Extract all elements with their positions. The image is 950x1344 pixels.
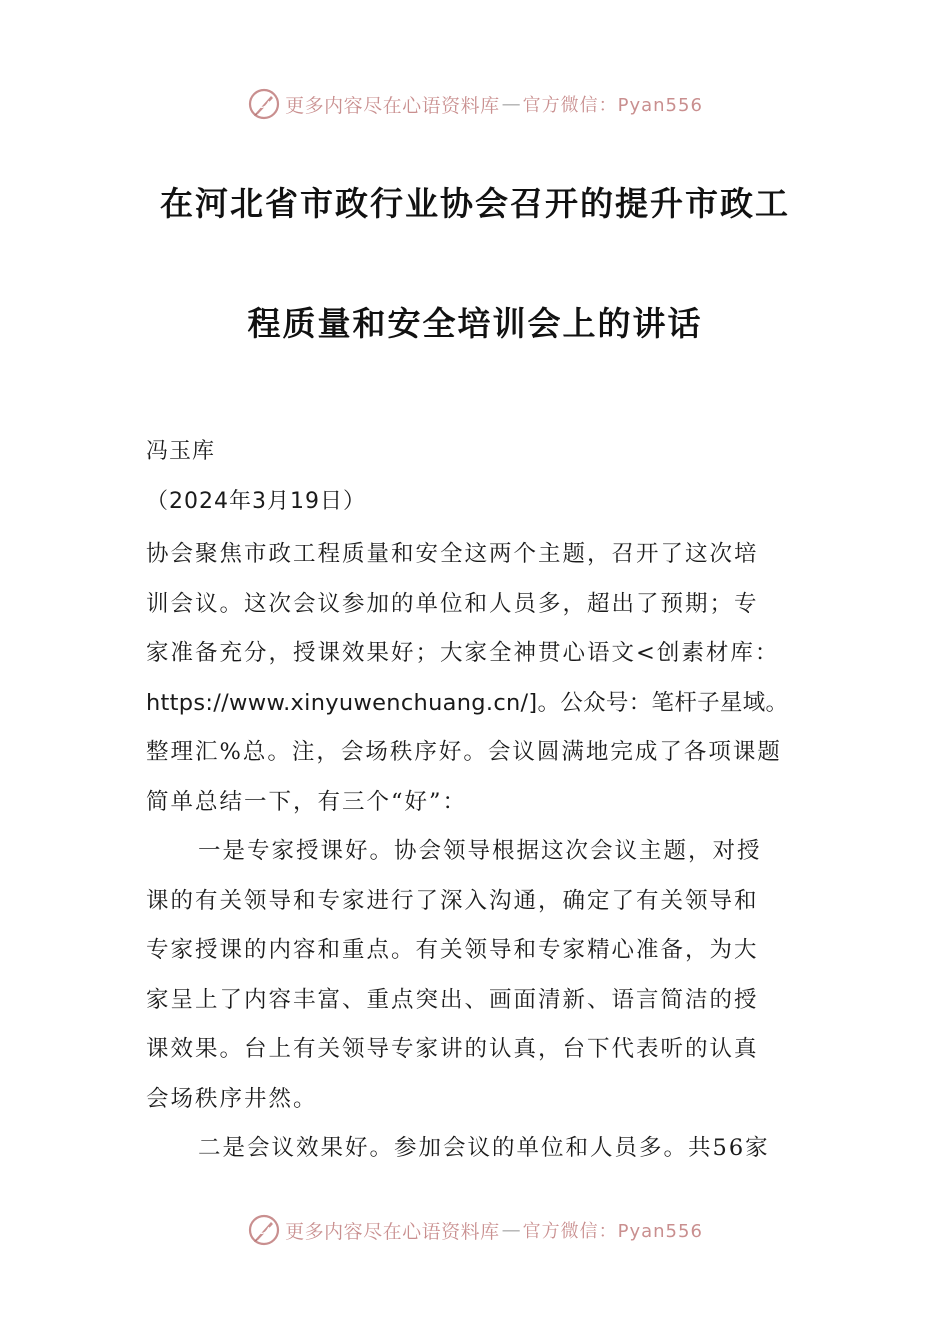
watermark-contact-text: 官方微信：Pyan556 <box>522 95 703 116</box>
text-line: 会场秩序井然。 <box>146 1085 318 1112</box>
quill-logo-icon <box>247 1213 281 1247</box>
document-title-line-2: 程质量和安全培训会上的讲话 <box>247 304 703 343</box>
text-line: 整理汇%总。注，会场秩序好。会议圆满地完成了各项课题 <box>146 739 782 765</box>
watermark-brand-text: 更多内容尽在心语资料库 <box>285 94 500 117</box>
text-line: 课的有关领导和专家进行了深入沟通，确定了有关领导和 <box>146 887 759 914</box>
document-title-line-1: 在河北省市政行业协会召开的提升市政工 <box>160 184 790 223</box>
author-name: 冯玉库 <box>146 439 216 464</box>
text-line: 家呈上了内容丰富、重点突出、画面清新、语言简洁的授 <box>146 986 759 1013</box>
text-line: 协会聚焦市政工程质量和安全这两个主题，召开了这次培 <box>146 541 759 567</box>
text-line: 简单总结一下，有三个“好”： <box>146 788 468 815</box>
text-line: 课效果。台上有关领导专家讲的认真，台下代表听的认真 <box>146 1036 759 1062</box>
watermark-contact-text: 官方微信：Pyan556 <box>522 1221 703 1242</box>
paragraph-point-one <box>146 827 806 1124</box>
document-body <box>146 530 806 1174</box>
url-text-line: https://www.xinyuwenchuang.cn/]。公众号：笔杆子星域。 <box>146 689 789 716</box>
watermark-separator: — <box>501 93 521 115</box>
paragraph-point-two <box>146 1124 806 1174</box>
text-line: 二是会议效果好。参加会议的单位和人员多。共56家 <box>198 1135 770 1161</box>
watermark-separator: — <box>501 1219 521 1241</box>
text-line: 家准备充分，授课效果好；大家全神贯心语文<创素材库： <box>146 640 780 666</box>
header-watermark <box>0 86 950 122</box>
speech-date: （2024年3月19日） <box>146 489 366 514</box>
quill-logo-icon <box>247 87 281 121</box>
text-line: 训会议。这次会议参加的单位和人员多，超出了预期；专 <box>146 590 759 617</box>
watermark-brand-text: 更多内容尽在心语资料库 <box>285 1220 500 1243</box>
paragraph-intro <box>146 530 806 827</box>
text-line: 专家授课的内容和重点。有关领导和专家精心准备，为大 <box>146 937 759 963</box>
footer-watermark <box>0 1212 950 1248</box>
text-line: 一是专家授课好。协会领导根据这次会议主题，对授 <box>198 838 762 864</box>
